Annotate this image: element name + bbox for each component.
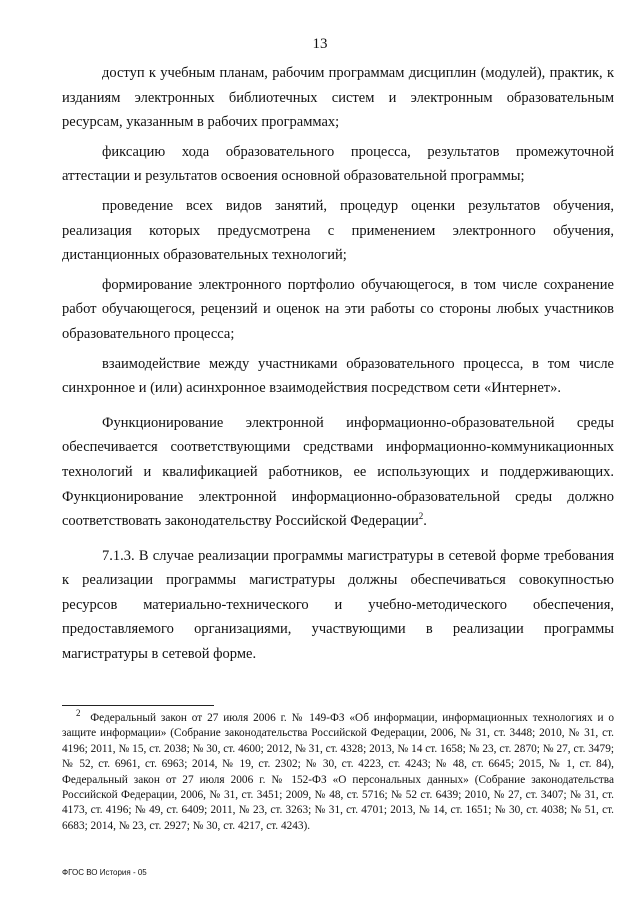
paragraph-functioning-end: . [423, 513, 427, 530]
paragraph-interaction: взаимодействие между участниками образовательного процесса, в том числе синхронное и (или) асинхронное взаимодействия посредством сети «Интернет». [62, 355, 614, 397]
footnote [62, 708, 615, 834]
paragraph-functioning [62, 411, 614, 534]
paragraph-portfolio: формирование электронного портфолио обучающегося, в том числе сохранение работ обучающегося, рецензий и оценок на эти работы со стороны любых участников образовательного процесса; [62, 276, 614, 342]
paragraph-network-form: 7.1.3. В случае реализации программы магистратуры в сетевой форме требования к реализации программы магистратуры должны обеспечиваться совокупностью ресурсов материально-технического и учебно-методического обеспечения, предоставляемого организациями, участвующими в реализации программы магистратуры в сетевой форме. [62, 547, 614, 663]
footer-document-code: ФГОС ВО История - 05 [62, 868, 147, 877]
footnote-separator [62, 705, 214, 706]
footnote-marker: 2 [76, 708, 81, 719]
page-number: 13 [312, 36, 328, 52]
body-text [62, 61, 614, 672]
paragraph-functioning-text: Функционирование электронной информационно-образовательной среды обеспечивается соответствующими средствами информационно-коммуникационных технологий и квалификацией работников, ее использующих и поддерживающих. Функционирование электронной информационно-образовательной среды должно соответствовать законодательству Российской Федерации [62, 414, 614, 530]
footnote-reference: 2 [418, 511, 424, 522]
footnote-text: Федеральный закон от 27 июля 2006 г. № 149-ФЗ «Об информации, информационных технологиях и о защите информации» (Собрание законодательства Российской Федерации, 2006, № 31, ст. 3448; 2010, № 31, ст. 4196; 2011, № 15, ст. 2038; № 30, ст. 4600; 2012, № 31, ст. 4328; 2013, № 14 ст. 1658; № 23, ст. 2870; № 27, ст. 3479; № 52, ст. 6961, ст. 6963; 2014, № 19, ст. 2302; № 30, ст. 4223, ст. 4243; № 48, ст. 6645; 2015, № 1, ст. 84), Федеральный закон от 27 июля 2006 г. № 152-ФЗ «О персональных данных» (Собрание законодательства Российской Федерации, 2006, № 31, ст. 3451; 2009, № 48, ст. 5716; № 52 ст. 6439; 2010, № 27, ст. 3407; № 31, ст. 4173, ст. 4196; № 49, ст. 6409; 2011, № 23, ст. 3263; № 31, ст. 4701; 2013, № 14, ст. 1651; № 30, ст. 4038; № 51, ст. 6683; 2014, № 23, ст. 2927; № 30, ст. 4217, ст. 4243). [62, 712, 615, 832]
paragraph-classes-conduct: проведение всех видов занятий, процедур оценки результатов обучения, реализация которых предусмотрена с применением электронного обучения, дистанционных образовательных технологий; [62, 197, 614, 264]
paragraph-lms-access: доступ к учебным планам, рабочим программам дисциплин (модулей), практик, к изданиям электронных библиотечных систем и электронным образовательным ресурсам, указанным в рабочих программах; [62, 65, 614, 131]
paragraph-process-tracking: фиксацию хода образовательного процесса, результатов промежуточной аттестации и результатов освоения основной образовательной программы; [62, 143, 614, 185]
